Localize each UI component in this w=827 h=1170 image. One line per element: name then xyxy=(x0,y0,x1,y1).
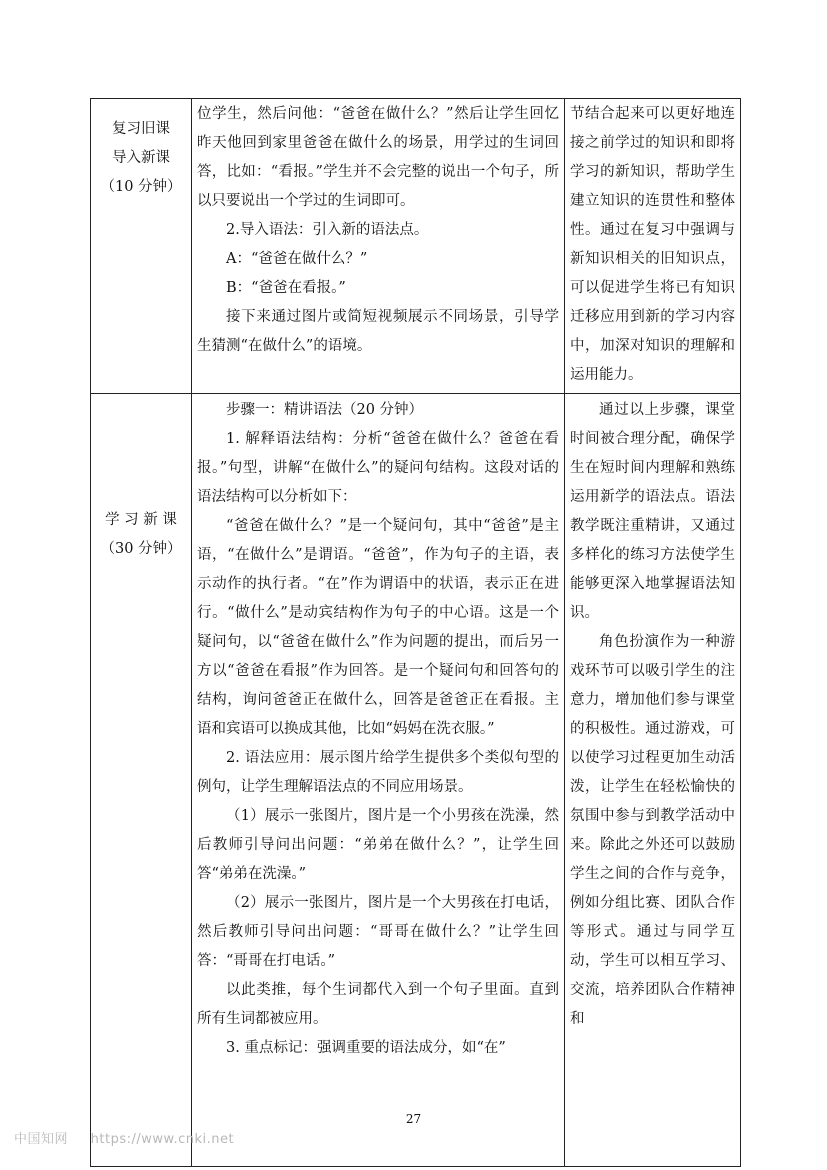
paragraph: 2.导入语法：引入新的语法点。 xyxy=(226,222,429,238)
lesson-plan-table xyxy=(90,98,741,1167)
paragraph: 接下来通过图片或简短视频展示不同场景，引导学生猜测“在做什么”的语境。 xyxy=(197,309,559,354)
paragraph: 2. 语法应用：展示图片给学生提供多个类似句型的例句，让学生理解语法点的不同应用场景。 xyxy=(197,750,559,795)
table-row-review xyxy=(91,99,741,394)
paragraph: B：“爸爸在看报。” xyxy=(226,280,346,296)
note-paragraph: 角色扮演作为一种游戏环节可以吸引学生的注意力，增加他们参与课堂的积极性。通过游戏，可以使学习过程更加生动活泼，让学生在轻松愉快的氛围中参与到教学活动中来。除此之外还可以鼓励学生之间的合作与竞争，例如分组比赛、团队合作等形式。通过与同学互动，学生可以相互学习、交流，培养团队合作精神和 xyxy=(570,634,735,1027)
watermark-url: https://www.cnki.net xyxy=(90,1132,235,1147)
stage-duration: （10 分钟） xyxy=(100,179,182,195)
note-paragraph: 通过以上步骤，课堂时间被合理分配，确保学生在短时间内理解和熟练运用新学的语法点。语法教学既注重精讲，又通过多样化的练习方法使学生能够更深入地掌握语法知识。 xyxy=(570,402,735,621)
paragraph: “爸爸在做什么？”是一个疑问句，其中“爸爸”是主语，“在做什么”是谓语。“爸爸”，作为句子的主语，表示动作的执行者。“在”作为谓语中的状语，表示正在进行。“做什么”是动宾结构作为句子的中心语。这是一个疑问句，以“爸爸在做什么”作为问题的提出，而后另一方以“爸爸在看报”作为回答。是一个疑问句和回答句的结构，询问爸爸正在做什么，回答是爸爸正在看报。主语和宾语可以换成其他，比如“妈妈在洗衣服。” xyxy=(197,518,559,737)
watermark-brand: 中国知网 xyxy=(14,1132,69,1147)
stage-duration: （30 分钟） xyxy=(100,541,182,557)
watermark xyxy=(14,1128,252,1147)
stage-cell-review xyxy=(91,99,192,394)
page-number: 27 xyxy=(405,1112,422,1126)
paragraph: 3. 重点标记：强调重要的语法成分，如“在” xyxy=(226,1040,506,1056)
stage-label: 复习旧课 xyxy=(112,121,170,137)
table-row-new-lesson xyxy=(91,394,741,1167)
note-cell-new xyxy=(565,394,741,1167)
paragraph: A：“爸爸在做什么？” xyxy=(226,251,368,267)
paragraph: （2）展示一张图片，图片是一个大男孩在打电话，然后教师引导问出问题：“哥哥在做什么？”让学生回答：“哥哥在打电话。” xyxy=(197,895,559,969)
paragraph: 以此类推，每个生词都代入到一个句子里面。直到所有生词都被应用。 xyxy=(197,982,559,1027)
paragraph: 步骤一：精讲语法（20 分钟） xyxy=(226,402,424,418)
paragraph: 位学生，然后问他：“爸爸在做什么？”然后让学生回忆昨天他回到家里爸爸在做什么的场景，用学过的生词回答，比如：“看报。”学生并不会完整的说出一个句子，所以只要说出一个学过的生词即可。 xyxy=(197,106,559,209)
paragraph: （1）展示一张图片，图片是一个小男孩在洗澡，然后教师引导问出问题：“弟弟在做什么？”，让学生回答“弟弟在洗澡。” xyxy=(197,808,559,882)
content-cell-new xyxy=(192,394,565,1167)
content-cell-review xyxy=(192,99,565,394)
stage-cell-new xyxy=(91,394,192,1167)
paragraph: 1. 解释语法结构：分析“爸爸在做什么？爸爸在看报。”句型，讲解“在做什么”的疑问句结构。这段对话的语法结构可以分析如下： xyxy=(197,431,559,505)
note-cell-review xyxy=(565,99,741,394)
stage-label: 学 习 新 课 xyxy=(105,512,177,528)
stage-label: 导入新课 xyxy=(112,150,170,166)
note-paragraph: 节结合起来可以更好地连接之前学过的知识和即将学习的新知识，帮助学生建立知识的连贯性和整体性。通过在复习中强调与新知识相关的旧知识点，可以促进学生将已有知识迁移应用到新的学习内容中，加深对知识的理解和运用能力。 xyxy=(570,106,735,383)
